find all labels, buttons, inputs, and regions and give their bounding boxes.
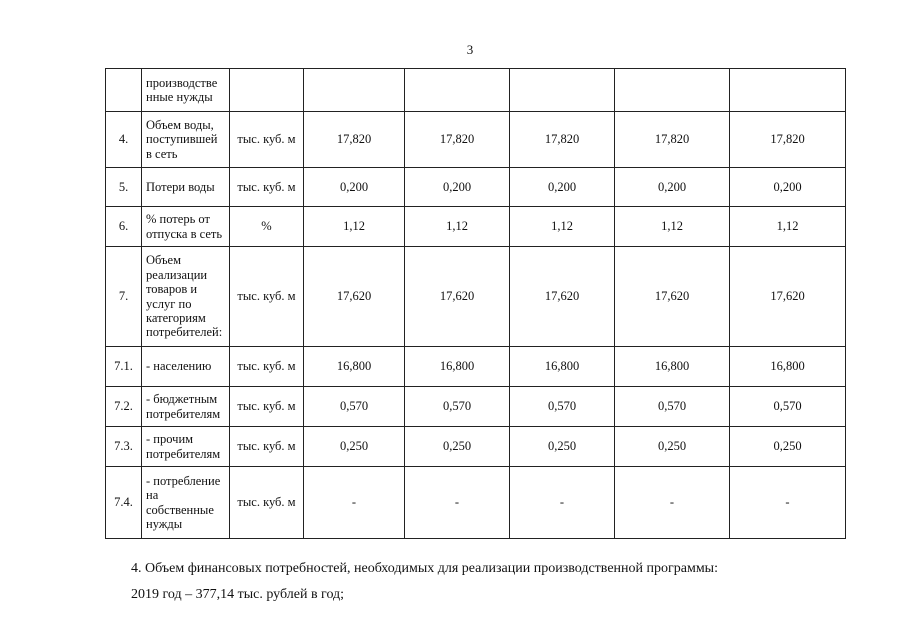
value-cell: - <box>510 467 615 539</box>
value-cell: 17,620 <box>730 247 846 347</box>
value-cell: 0,200 <box>405 168 510 207</box>
value-cell: 0,570 <box>730 387 846 427</box>
row-number: 7.4. <box>106 467 142 539</box>
row-unit: тыс. куб. м <box>230 247 304 347</box>
value-cell: 0,200 <box>615 168 730 207</box>
value-cell: - <box>615 467 730 539</box>
row-name: производстве нные нужды <box>142 69 230 112</box>
value-cell <box>615 69 730 112</box>
row-name: Объем реализации товаров и услуг по категориям потребителей: <box>142 247 230 347</box>
value-cell: 0,250 <box>730 427 846 467</box>
row-name: - населению <box>142 347 230 387</box>
row-number: 7. <box>106 247 142 347</box>
value-cell: - <box>304 467 405 539</box>
row-number: 7.3. <box>106 427 142 467</box>
row-name: - прочим потребителям <box>142 427 230 467</box>
value-cell: 0,570 <box>615 387 730 427</box>
row-unit: тыс. куб. м <box>230 347 304 387</box>
value-cell: - <box>730 467 846 539</box>
row-unit <box>230 69 304 112</box>
row-unit: % <box>230 207 304 247</box>
value-cell: 17,620 <box>615 247 730 347</box>
row-number: 7.1. <box>106 347 142 387</box>
table-row <box>106 427 846 467</box>
value-cell: 0,250 <box>304 427 405 467</box>
value-cell: 0,200 <box>510 168 615 207</box>
row-name: Потери воды <box>142 168 230 207</box>
value-cell: 16,800 <box>304 347 405 387</box>
row-number <box>106 69 142 112</box>
row-number: 5. <box>106 168 142 207</box>
value-cell: 0,570 <box>304 387 405 427</box>
value-cell: 17,620 <box>405 247 510 347</box>
value-cell: 16,800 <box>510 347 615 387</box>
row-number: 7.2. <box>106 387 142 427</box>
table-row <box>106 207 846 247</box>
value-cell: 0,570 <box>405 387 510 427</box>
indicators-table <box>105 68 846 539</box>
value-cell: 1,12 <box>730 207 846 247</box>
row-unit: тыс. куб. м <box>230 427 304 467</box>
value-cell: 17,820 <box>615 112 730 168</box>
value-cell: 0,250 <box>615 427 730 467</box>
value-cell <box>510 69 615 112</box>
value-cell: 16,800 <box>615 347 730 387</box>
value-cell: 1,12 <box>405 207 510 247</box>
value-cell: 0,570 <box>510 387 615 427</box>
value-cell: 0,200 <box>730 168 846 207</box>
value-cell: 17,820 <box>304 112 405 168</box>
table-row <box>106 69 846 112</box>
row-name: - бюджетным потребителям <box>142 387 230 427</box>
row-unit: тыс. куб. м <box>230 467 304 539</box>
value-cell: 17,820 <box>405 112 510 168</box>
row-number: 4. <box>106 112 142 168</box>
row-unit: тыс. куб. м <box>230 112 304 168</box>
row-name: % потерь от отпуска в сеть <box>142 207 230 247</box>
row-name: - потребление на собственные нужды <box>142 467 230 539</box>
value-cell: 16,800 <box>730 347 846 387</box>
row-name: Объем воды, поступившей в сеть <box>142 112 230 168</box>
table-row <box>106 347 846 387</box>
value-cell: 17,620 <box>510 247 615 347</box>
value-cell: 17,820 <box>730 112 846 168</box>
financial-needs-year-line: 2019 год – 377,14 тыс. рублей в год; <box>131 587 345 602</box>
table-row <box>106 247 846 347</box>
value-cell: - <box>405 467 510 539</box>
value-cell <box>405 69 510 112</box>
row-number: 6. <box>106 207 142 247</box>
value-cell: 0,200 <box>304 168 405 207</box>
value-cell: 17,820 <box>510 112 615 168</box>
table-row <box>106 168 846 207</box>
value-cell: 17,620 <box>304 247 405 347</box>
value-cell: 1,12 <box>510 207 615 247</box>
value-cell: 1,12 <box>304 207 405 247</box>
table-row <box>106 112 846 168</box>
page-number: 3 <box>466 42 474 57</box>
row-unit: тыс. куб. м <box>230 168 304 207</box>
value-cell: 1,12 <box>615 207 730 247</box>
value-cell <box>304 69 405 112</box>
table-row <box>106 467 846 539</box>
value-cell: 16,800 <box>405 347 510 387</box>
value-cell: 0,250 <box>405 427 510 467</box>
financial-needs-paragraph: 4. Объем финансовых потребностей, необходимых для реализации производственной программы: <box>131 561 718 576</box>
value-cell <box>730 69 846 112</box>
row-unit: тыс. куб. м <box>230 387 304 427</box>
table-row <box>106 387 846 427</box>
value-cell: 0,250 <box>510 427 615 467</box>
